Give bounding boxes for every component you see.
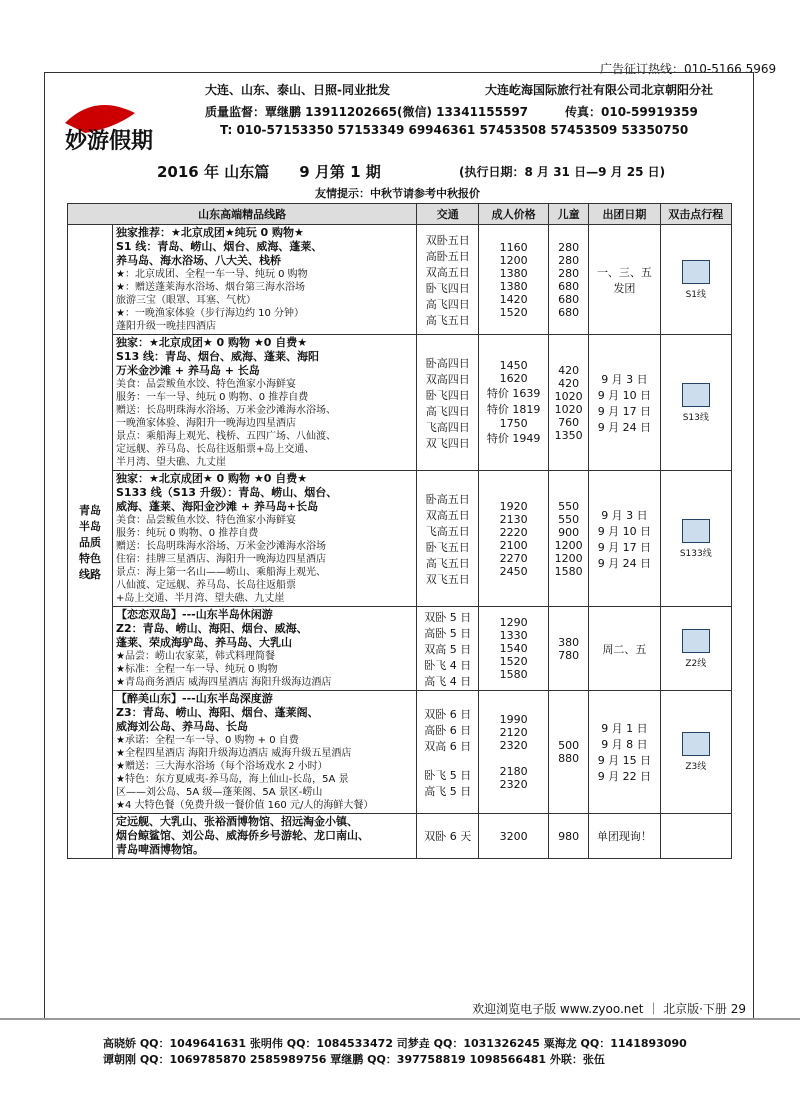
route-doc[interactable] [660, 607, 731, 691]
col-doc: 双击点行程 [660, 204, 731, 225]
route-transport: 双卧 6 日 高卧 6 日 双高 6 日 卧飞 5 日 高飞 5 日 [417, 691, 479, 814]
route-desc: 独家：★北京成团★ 0 购物 ★0 自费★ S13 线：青岛、烟台、威海、蓬莱、海阳 万米金沙滩 + 养马岛 + 长岛 美食：品尝鲅鱼水饺、特色渔家小海鲜宴 服务：一车一导、纯玩 0 购物、0 推荐自费 赠送：长岛明珠海水浴场、万米金沙滩海水浴场、 一晚渔家体验、海阳升一晚海边四星酒店 景点：乘船海上观光、栈桥、五四广场、八仙渡、 定远舰、养马岛、长岛往返船票+岛上交通、 半月湾、望夫礁、九丈崖 [113, 335, 417, 471]
brochure-header [45, 73, 753, 163]
route-date: 周二、五 [589, 607, 660, 691]
route-child: 420 420 1020 1020 760 1350 [548, 335, 588, 471]
header-line2b: 传真：010-59919359 [565, 105, 698, 119]
header-line1: 大连、山东、泰山、日照-同业批发 [205, 83, 390, 97]
word-doc-icon[interactable]: S1线 [676, 260, 716, 300]
route-adult: 1290 1330 1540 1520 1580 [479, 607, 549, 691]
issue-tip: 友情提示：中秋节请参考中秋报价 [315, 187, 480, 200]
route-transport: 卧高五日 双高五日 飞高五日 卧飞五日 高飞五日 双飞五日 [417, 471, 479, 607]
route-child: 500 880 [548, 691, 588, 814]
route-row [68, 691, 732, 814]
route-desc: 【恋恋双岛】---山东半岛休闲游 Z2：青岛、崂山、海阳、烟台、威海、 蓬莱、荣成海驴岛、养马岛、大乳山 ★品尝：崂山农家菜，韩式料理简餐 ★标准：全程一车一导、纯玩 0 购物 ★青岛商务酒店 威海四星酒店 海阳升级海边酒店 [113, 607, 417, 691]
route-row [68, 335, 732, 471]
col-transport: 交通 [417, 204, 479, 225]
route-date: 9 月 3 日 9 月 10 日 9 月 17 日 9 月 24 日 [589, 471, 660, 607]
route-row [68, 225, 732, 335]
route-adult: 1450 1620 特价 1639 特价 1819 1750 特价 1949 [479, 335, 549, 471]
brochure-frame [44, 72, 754, 1066]
header-line3: T: 010-57153350 57153349 69946361 57453508 57453509 53350750 [220, 123, 689, 137]
route-transport: 双卧 5 日 高卧 5 日 双高 5 日 卧飞 4 日 高飞 4 日 [417, 607, 479, 691]
col-route: 山东高端精品线路 [68, 204, 417, 225]
route-doc[interactable] [660, 691, 731, 814]
route-row [68, 471, 732, 607]
route-adult: 1990 2120 2320 2180 2320 [479, 691, 549, 814]
route-doc[interactable] [660, 814, 731, 859]
route-desc: 独家：★北京成团★ 0 购物 ★0 自费★ S133 线（S13 升级）：青岛、崂山、烟台、 威海、蓬莱、海阳金沙滩 + 养马岛+长岛 美食：品尝鲅鱼水饺、特色渔家小海鲜宴 服务：纯玩 0 购物、0 推荐自费 赠送：长岛明珠海水浴场、万米金沙滩海水浴场 住宿：挂牌三星酒店、海阳升一晚海边四星酒店 景点：海上第一名山——崂山、乘船海上观光、 八仙渡、定远舰、养马岛、长岛往返船票 +岛上交通、半月湾、望夫礁、九丈崖 [113, 471, 417, 607]
route-transport: 卧高四日 双高四日 卧飞四日 高飞四日 飞高四日 双飞四日 [417, 335, 479, 471]
route-desc: 独家推荐：★北京成团★纯玩 0 购物★ S1 线：青岛、崂山、烟台、威海、蓬莱、 养马岛、海水浴场、八大关、栈桥 ★：北京成团、全程一车一导、纯玩 0 购物 ★：赠送蓬莱海水浴场、烟台第三海水浴场 旅游三宝（眼罩、耳塞、气枕） ★：一晚渔家体验（步行海边约 10 分钟） 蓬阳升级一晚挂四酒店 [113, 225, 417, 335]
route-child: 980 [548, 814, 588, 859]
route-adult: 1920 2130 2220 2100 2270 2450 [479, 471, 549, 607]
route-desc: 定远舰、大乳山、张裕酒博物馆、招远淘金小镇、 烟台鲸鲨馆、刘公岛、威海侨乡号游轮、龙口南山、 青岛啤酒博物馆。 [113, 814, 417, 859]
contacts-row1: 高晓娇 QQ：1049641631 张明伟 QQ：1084533472 司梦垚 QQ：1031326245 粟海龙 QQ：1141893090 [103, 1037, 687, 1050]
contacts-row2: 谭朝刚 QQ：1069785870 2585989756 覃继鹏 QQ：397758819 1098566481 外联：张伍 [103, 1053, 605, 1066]
footer-bar [0, 1018, 800, 1020]
route-transport: 双卧五日 高卧五日 双高五日 卧飞四日 高飞四日 高飞五日 [417, 225, 479, 335]
route-adult: 1160 1200 1380 1380 1420 1520 [479, 225, 549, 335]
route-doc[interactable] [660, 471, 731, 607]
contacts [103, 1035, 800, 1067]
word-doc-icon[interactable]: S133线 [676, 519, 716, 559]
header-line1b: 大连屹海国际旅行社有限公司北京朝阳分社 [485, 83, 714, 97]
issue-period: (执行日期：8 月 31 日—9 月 25 日) [459, 165, 666, 179]
side-label: 青岛 半岛 品质 特色 线路 [68, 225, 113, 859]
route-child: 280 280 280 680 680 680 [548, 225, 588, 335]
logo-text: 妙游假期 [65, 129, 154, 153]
word-doc-icon[interactable]: Z2线 [676, 629, 716, 669]
word-doc-icon[interactable]: S13线 [676, 383, 716, 423]
page-footer: 欢迎浏览电子版 www.zyoo.net ｜ 北京版·下册 29 [472, 1002, 746, 1016]
route-desc: 【醉美山东】---山东半岛深度游 Z3：青岛、崂山、海阳、烟台、蓬莱阁、 威海刘公岛、养马岛、长岛 ★承诺：全程一车一导、0 购物 + 0 自费 ★全程四星酒店 海阳升级海边酒店 威海升级五星酒店 ★赠送：三大海水浴场（每个浴场戏水 2 小时） ★特色：东方夏威夷-养马岛，海上仙山-长岛，5A 景 区——刘公岛、5A 级—蓬莱阁、5A 景区-崂山 ★4 大特色餐（免费升级一餐价值 160 元/人的海鲜大餐） [113, 691, 417, 814]
header-line2: 质量监督：覃继鹏 13911202665(微信) 13341155597 [205, 105, 529, 119]
route-doc[interactable] [660, 335, 731, 471]
col-adult: 成人价格 [479, 204, 549, 225]
route-date: 9 月 1 日 9 月 8 日 9 月 15 日 9 月 22 日 [589, 691, 660, 814]
ad-hotline: 广告征订热线：010-5166 5969 [600, 62, 777, 76]
route-date: 单团现询！ [589, 814, 660, 859]
route-doc[interactable] [660, 225, 731, 335]
route-row [68, 607, 732, 691]
route-child: 550 550 900 1200 1200 1580 [548, 471, 588, 607]
route-child: 380 780 [548, 607, 588, 691]
word-doc-icon[interactable]: Z3线 [676, 732, 716, 772]
route-date: 一、三、五 发团 [589, 225, 660, 335]
col-child: 儿童 [548, 204, 588, 225]
issue-title: 2016 年 山东篇 9 月第 1 期 [157, 163, 381, 181]
route-adult: 3200 [479, 814, 549, 859]
route-transport: 双卧 6 天 [417, 814, 479, 859]
route-row [68, 814, 732, 859]
route-table [67, 203, 732, 859]
route-date: 9 月 3 日 9 月 10 日 9 月 17 日 9 月 24 日 [589, 335, 660, 471]
col-date: 出团日期 [589, 204, 660, 225]
